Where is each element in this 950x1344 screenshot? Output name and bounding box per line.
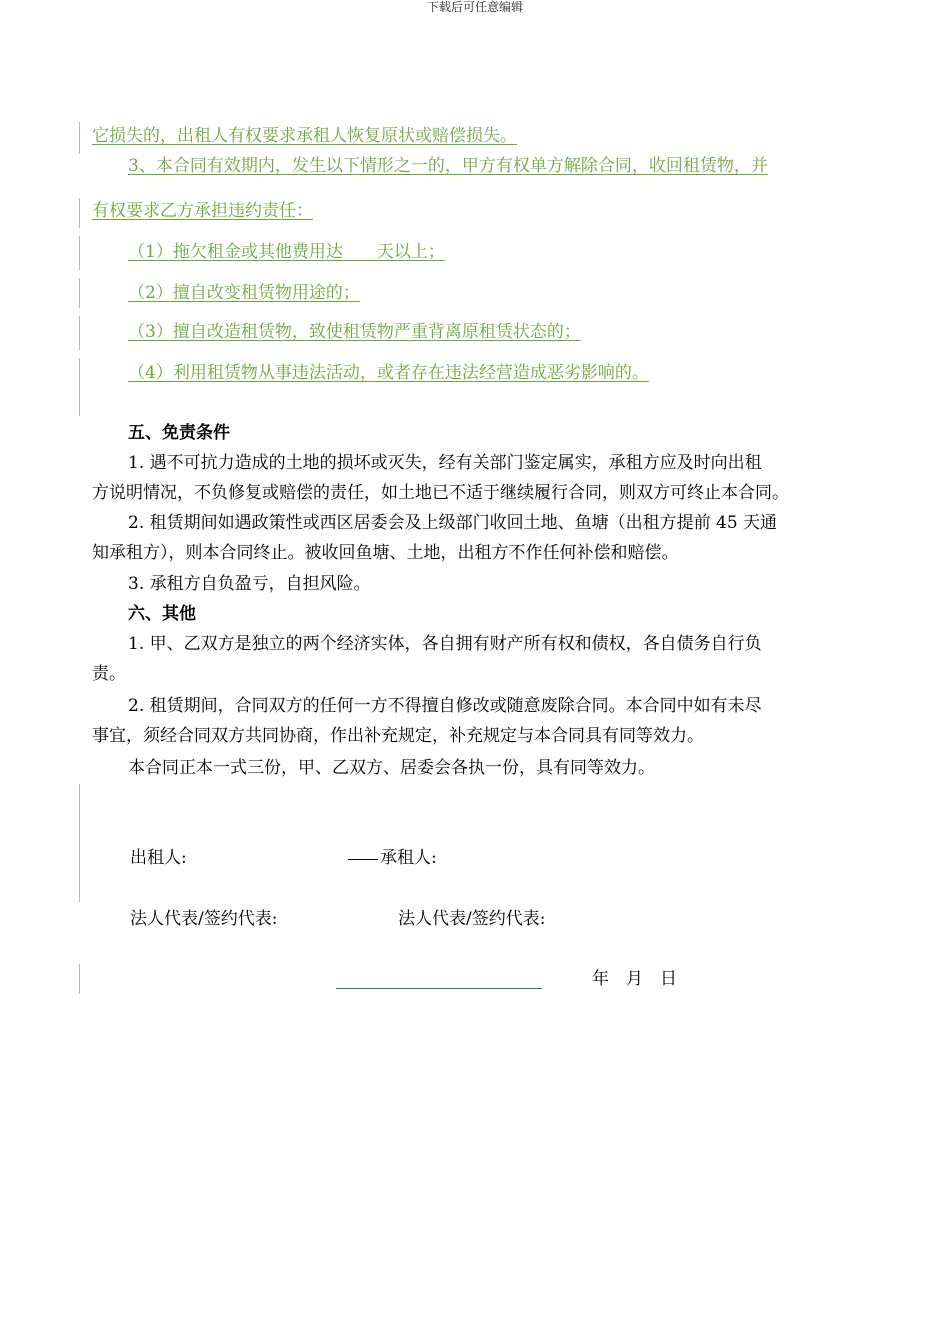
revision-bar bbox=[79, 784, 80, 902]
section-5-clause-2-line-1: 2. 租赁期间如遇政策性或西区居委会及上级部门收回土地、鱼塘（出租方提前 45 天通 bbox=[128, 513, 778, 533]
section-5-clause-1-line-2: 方说明情况，不负修复或赔偿的责任，如土地已不适于继续履行合同，则双方可终止本合同。 bbox=[92, 483, 789, 503]
section-5-title: 五、免责条件 bbox=[128, 423, 230, 443]
section-5-clause-1-line-1: 1. 遇不可抗力造成的土地的损坏或灭失，经有关部门鉴定属实，承租方应及时向出租 bbox=[128, 453, 762, 473]
green-item-4: （4）利用租赁物从事违法活动，或者存在违法经营造成恶劣影响的。 bbox=[128, 363, 649, 383]
lessor-representative-label: 法人代表/签约代表: bbox=[130, 909, 278, 929]
lessee-label: 承租人: bbox=[380, 848, 437, 868]
revision-bar bbox=[79, 198, 80, 228]
lessee-dash bbox=[348, 859, 378, 860]
date-label: 年 月 日 bbox=[592, 969, 677, 989]
green-paragraph-2-line-2: 有权要求乙方承担违约责任： bbox=[92, 201, 313, 221]
green-item-1: （1）拖欠租金或其他费用达 天以上； bbox=[128, 242, 445, 262]
lessee-representative-label: 法人代表/签约代表: bbox=[398, 909, 546, 929]
section-5-clause-2-line-2: 知承租方），则本合同终止。被收回鱼塘、土地，出租方不作任何补偿和赔偿。 bbox=[92, 543, 679, 563]
section-6-clause-2-line-1: 2. 租赁期间，合同双方的任何一方不得擅自修改或随意废除合同。本合同中如有未尽 bbox=[128, 696, 762, 716]
revision-bar bbox=[79, 278, 80, 308]
section-6-title: 六、其他 bbox=[128, 604, 196, 624]
revision-bar bbox=[79, 316, 80, 350]
revision-bar bbox=[79, 358, 80, 416]
section-6-clause-1-line-2: 责。 bbox=[92, 664, 126, 684]
section-6-closing: 本合同正本一式三份，甲、乙双方、居委会各执一份，具有同等效力。 bbox=[128, 758, 655, 778]
revision-bar bbox=[79, 236, 80, 270]
green-item-2: （2）擅自改变租赁物用途的； bbox=[128, 283, 360, 303]
revision-bar bbox=[79, 964, 80, 994]
green-item-3: （3）擅自改造租赁物，致使租赁物严重背离原租赁状态的； bbox=[128, 322, 581, 342]
signature-date-line bbox=[336, 988, 542, 989]
revision-bar bbox=[79, 122, 80, 154]
green-paragraph-2-line-1: 3、本合同有效期内，发生以下情形之一的，甲方有权单方解除合同，收回租赁物，并 bbox=[128, 156, 768, 176]
section-6-clause-2-line-2: 事宜，须经合同双方共同协商，作出补充规定，补充规定与本合同具有同等效力。 bbox=[92, 726, 704, 746]
section-5-clause-3: 3. 承租方自负盈亏，自担风险。 bbox=[128, 574, 371, 594]
green-paragraph-1: 它损失的，出租人有权要求承租人恢复原状或赔偿损失。 bbox=[92, 126, 517, 146]
lessor-label: 出租人: bbox=[130, 848, 187, 868]
section-6-clause-1-line-1: 1. 甲、乙双方是独立的两个经济实体，各自拥有财产所有权和债权，各自债务自行负 bbox=[128, 634, 762, 654]
page-header: 下载后可任意编辑 bbox=[426, 0, 523, 14]
